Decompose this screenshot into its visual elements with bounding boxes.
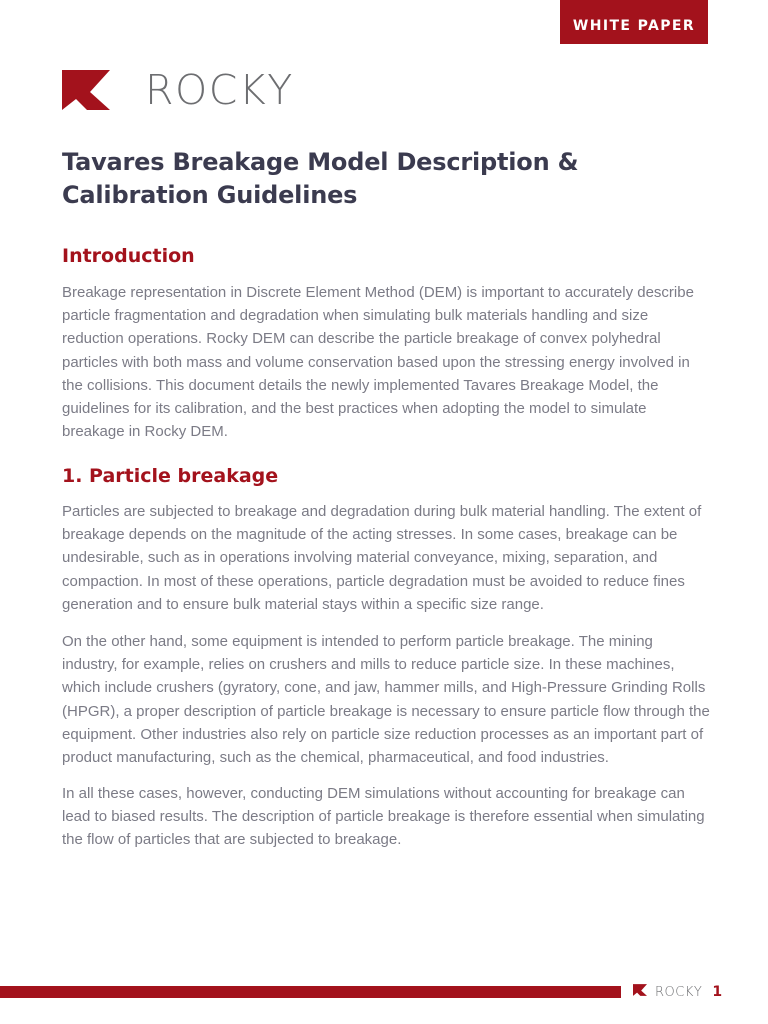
white-paper-badge: WHITE PAPER [560, 0, 708, 44]
breakage-paragraph-3: In all these cases, however, conducting DEM simulations without accounting for breakage can lead to biased results. The description of particle breakage is therefore essential when simulating the flow of particles that are subjected to breakage. [62, 785, 705, 849]
section-heading-introduction: Introduction [62, 245, 195, 267]
footer-rocky-mark-icon [633, 983, 647, 1001]
breakage-paragraph-1: Particles are subjected to breakage and degradation during bulk material handling. The extent of breakage depends on the magnitude of the acting stresses. In some cases, breakage can be undesirable, such as in operations involving material conveyance, mixing, separation, and compaction. In most of these operations, particle degradation must be avoided to reduce fines generation and to ensure bulk material stays within a specific size range. [62, 503, 702, 613]
page-number: 1 [712, 984, 723, 1000]
document-title: Tavares Breakage Model Description & Calibration Guidelines [62, 148, 579, 209]
breakage-paragraph-2: On the other hand, some equipment is intended to perform particle breakage. The mining industry, for example, relies on crushers and mills to reduce particle size. In these machines, which include crushers (gyratory, cone, and jaw, hammer mills, and High-Pressure Grinding Rolls (HPGR), a proper description of particle breakage is necessary to ensure particle flow through the equipment. Other industries also rely on particle size reduction processes as an important part of product manufacturing, such as the chemical, pharmaceutical, and food industries. [62, 633, 710, 767]
logo-wordmark: ROCKY [145, 66, 294, 114]
rocky-mark-icon [62, 70, 110, 110]
footer-divider-bar [0, 986, 621, 998]
footer-wordmark: ROCKY [655, 984, 703, 1000]
footer-logo [633, 984, 722, 1000]
rocky-logo [62, 66, 294, 114]
section-heading-particle-breakage: 1. Particle breakage [62, 465, 279, 487]
intro-paragraph: Breakage representation in Discrete Element Method (DEM) is important to accurately describe particle fragmentation and degradation when simulating bulk materials handling and size reduction operations. Rocky DEM can describe the particle breakage of convex polyhedral particles with both mass and volume conservation based upon the stressing energy involved in the collisions. This document details the newly implemented Tavares Breakage Model, the guidelines for its calibration, and the best practices when adopting the model to simulate breakage in Rocky DEM. [62, 284, 694, 441]
